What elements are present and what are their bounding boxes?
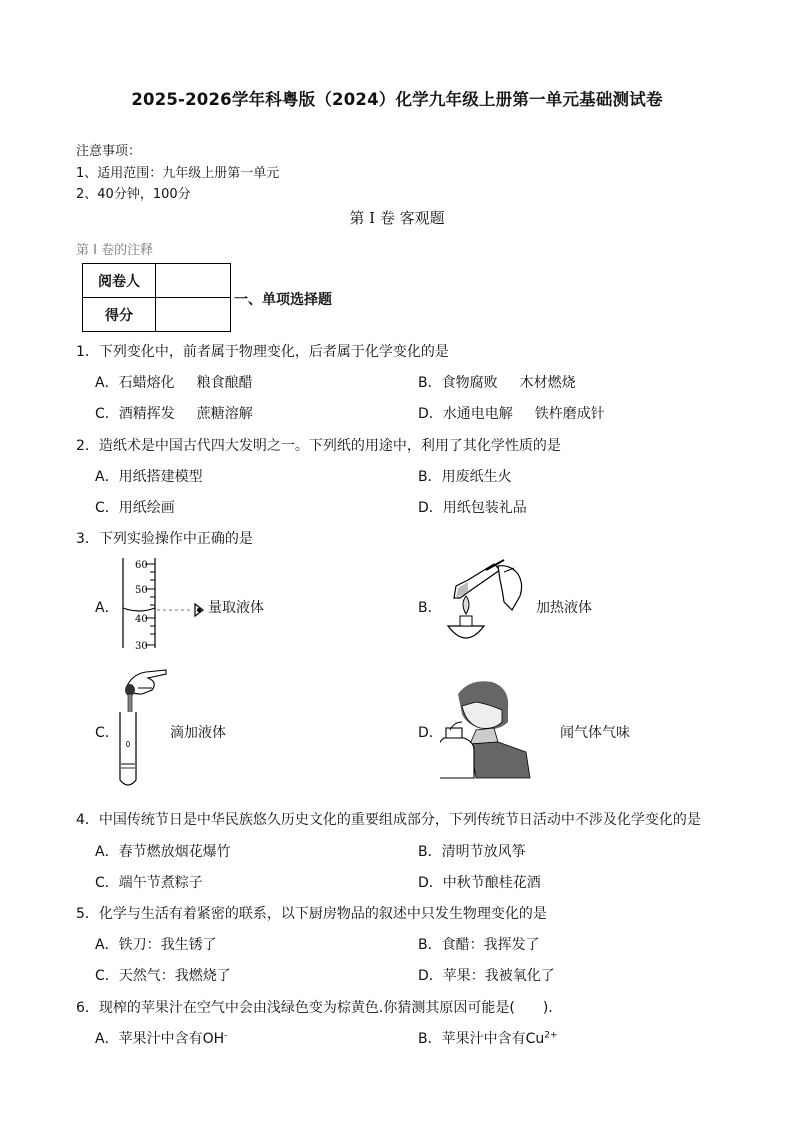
cylinder-tick-50: 50 bbox=[135, 585, 148, 596]
question-6-stem: 6．现榨的苹果汁在空气中会由浅绿色变为棕黄色.你猜测其原因可能是( ). bbox=[76, 1000, 553, 1016]
q5-option-b: B．食醋：我挥发了 bbox=[418, 937, 540, 953]
q1-option-d: D．水通电电解 铁杵磨成针 bbox=[418, 406, 605, 422]
question-4-stem: 4．中国传统节日是中华民族悠久历史文化的重要组成部分，下列传统节日活动中不涉及化学变化的是 bbox=[76, 812, 701, 828]
cylinder-tick-30: 30 bbox=[135, 641, 148, 652]
score-cell bbox=[156, 298, 231, 332]
volume-title: 第 I 卷 客观题 bbox=[349, 209, 445, 227]
q1-option-a: A．石蜡熔化 粮食酿醋 bbox=[95, 375, 253, 391]
q4-option-b: B．清明节放风筝 bbox=[418, 844, 526, 860]
cylinder-tick-60: 60 bbox=[135, 560, 148, 571]
measuring-cylinder-figure bbox=[115, 556, 215, 652]
q3-option-d-caption: 闻气体气味 bbox=[560, 725, 630, 741]
q3-option-c-caption: 滴加液体 bbox=[170, 725, 226, 741]
notes-item-2: 2、40分钟，100分 bbox=[76, 187, 191, 202]
question-1-stem: 1．下列变化中，前者属于物理变化，后者属于化学变化的是 bbox=[76, 344, 449, 360]
notes-heading: 注意事项： bbox=[76, 144, 142, 159]
q3-option-b-caption: 加热液体 bbox=[536, 600, 592, 616]
q6-option-a: A．苹果汁中含有OH- bbox=[95, 1030, 228, 1047]
reviewer-label: 阅卷人 bbox=[83, 264, 156, 298]
q4-option-a: A．春节燃放烟花爆竹 bbox=[95, 844, 231, 860]
q3-option-b-letter: B． bbox=[418, 600, 442, 616]
q4-option-d: D．中秋节酿桂花酒 bbox=[418, 875, 541, 891]
reviewer-cell bbox=[156, 264, 231, 298]
q3-option-d-letter: D． bbox=[418, 725, 443, 741]
question-5-stem: 5．化学与生活有着紧密的联系，以下厨房物品的叙述中只发生物理变化的是 bbox=[76, 906, 547, 922]
q2-option-b: B．用废纸生火 bbox=[418, 469, 512, 485]
q3-option-a-letter: A． bbox=[95, 600, 119, 616]
q2-option-a: A．用纸搭建模型 bbox=[95, 469, 203, 485]
notes-item-1: 1、适用范围：九年级上册第一单元 bbox=[76, 166, 280, 181]
heating-liquid-figure bbox=[438, 558, 536, 650]
q3-option-c-letter: C． bbox=[95, 725, 119, 741]
smelling-gas-figure bbox=[440, 678, 532, 780]
cylinder-tick-40: 40 bbox=[135, 614, 148, 625]
score-label: 得分 bbox=[83, 298, 156, 332]
score-table bbox=[82, 263, 231, 332]
q1-option-b: B．食物腐败 木材燃烧 bbox=[418, 375, 576, 391]
q3-option-a-caption: 量取液体 bbox=[208, 600, 264, 616]
q5-option-a: A．铁刀：我生锈了 bbox=[95, 937, 217, 953]
q6-option-b: B．苹果汁中含有$Cu^{2+}$ bbox=[418, 1030, 558, 1047]
q2-option-d: D．用纸包装礼品 bbox=[418, 500, 527, 516]
q4-option-c: C．端午节煮粽子 bbox=[95, 875, 203, 891]
q5-option-d: D．苹果：我被氧化了 bbox=[418, 968, 555, 984]
page-title: 2025-2026学年科粤版（2024）化学九年级上册第一单元基础测试卷 bbox=[131, 90, 663, 109]
question-3-stem: 3．下列实验操作中正确的是 bbox=[76, 531, 253, 547]
question-2-stem: 2．造纸术是中国古代四大发明之一。下列纸的用途中，利用了其化学性质的是 bbox=[76, 438, 561, 454]
q1-option-c: C．酒精挥发 蔗糖溶解 bbox=[95, 406, 253, 422]
volume-note: 第 I 卷的注释 bbox=[76, 243, 154, 258]
q5-option-c: C．天然气：我燃烧了 bbox=[95, 968, 231, 984]
dropping-liquid-figure bbox=[112, 668, 172, 792]
q2-option-c: C．用纸绘画 bbox=[95, 500, 175, 516]
section-title: 一、单项选择题 bbox=[234, 292, 332, 308]
